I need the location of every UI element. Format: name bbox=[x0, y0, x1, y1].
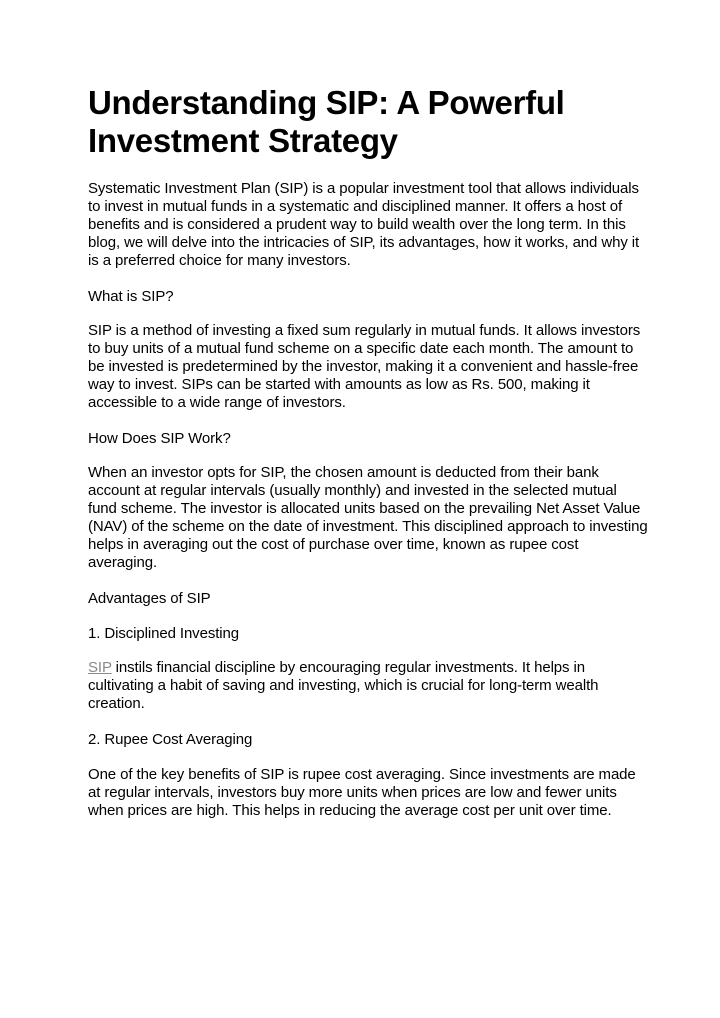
how-sip-works-heading: How Does SIP Work? bbox=[88, 430, 231, 447]
intro-paragraph: Systematic Investment Plan (SIP) is a popular investment tool that allows individuals to invest in mutual funds in a systematic and disciplined manner. It offers a host of benefits and is considered a prudent way to build wealth over the long term. In this blog, we will delve into the intricacies of SIP, its advantages, how it works, and why it is a preferred choice for many investors. bbox=[88, 180, 640, 269]
advantages-heading: Advantages of SIP bbox=[88, 590, 211, 607]
how-sip-works-paragraph: When an investor opts for SIP, the chosen amount is deducted from their bank account at regular intervals (usually monthly) and invested in the selected mutual fund scheme. The investor is allocated units based on the prevailing Net Asset Value (NAV) of the scheme on the date of investment. This disciplined approach to investing helps in averaging out the cost of purchase over time, known as rupee cost averaging. bbox=[88, 464, 648, 571]
article-title: Understanding SIP: A Powerful Investment Strategy bbox=[88, 84, 565, 159]
disciplined-investing-text: instils financial discipline by encouraging regular investments. It helps in cultivating a habit of saving and investing, which is crucial for long-term wealth creation. bbox=[88, 659, 599, 712]
rupee-cost-averaging-paragraph: One of the key benefits of SIP is rupee cost averaging. Since investments are made at regular intervals, investors buy more units when prices are low and fewer units when prices are high. This helps in reducing the average cost per unit over time. bbox=[88, 766, 636, 819]
disciplined-investing-heading: 1. Disciplined Investing bbox=[88, 625, 240, 642]
what-is-sip-paragraph: SIP is a method of investing a fixed sum regularly in mutual funds. It allows investors to buy units of a mutual fund scheme on a specific date each month. The amount to be invested is predetermined by the investor, making it a convenient and hassle-free way to invest. SIPs can be started with amounts as low as Rs. 500, making it accessible to a wide range of investors. bbox=[88, 322, 641, 411]
sip-link[interactable]: SIP bbox=[88, 659, 112, 676]
what-is-sip-heading: What is SIP? bbox=[88, 288, 174, 305]
disciplined-investing-paragraph bbox=[88, 659, 648, 713]
rupee-cost-averaging-heading: 2. Rupee Cost Averaging bbox=[88, 731, 253, 748]
